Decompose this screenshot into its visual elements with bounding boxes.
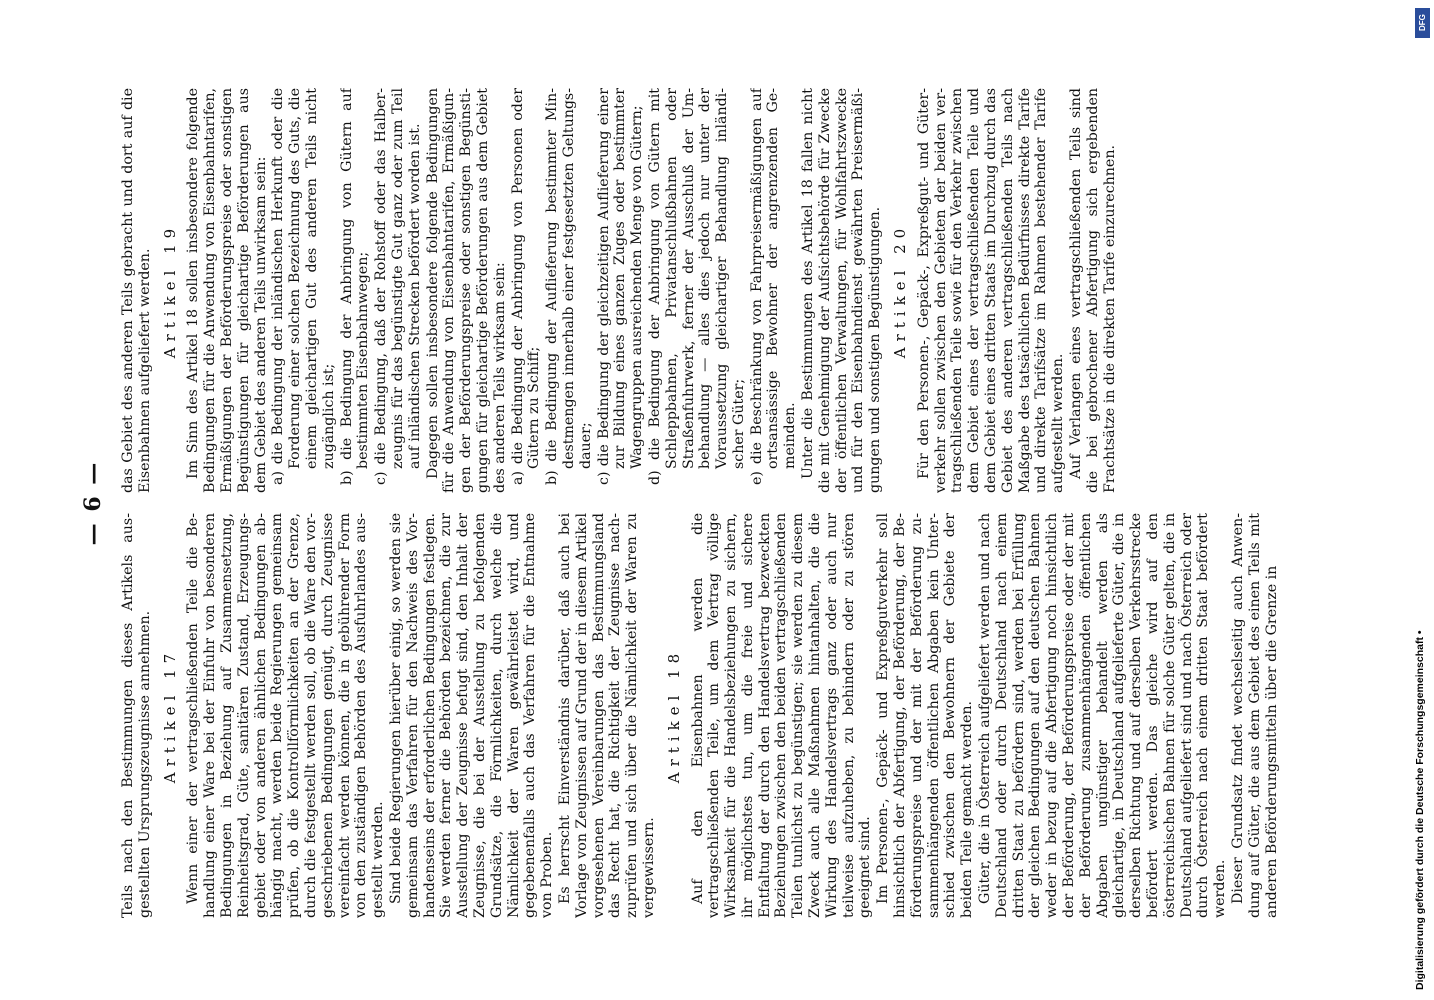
- article-17-heading: Artikel 17: [160, 647, 179, 784]
- page-number: — 6 —: [80, 460, 106, 546]
- paragraph: Teils nach den Bestimmungen dieses Artikels ausgestellten Ursprungszeugnisse annehmen.: [120, 513, 153, 918]
- right-column: [120, 88, 1295, 493]
- article-19-heading: Artikel 19: [160, 222, 179, 359]
- paragraph: Für den Personen-, Gepäck-, Expreßgut- und Güterverkehr sollen zwischen den Gebieten der beiden vertragschließenden Teile sowie für den Verkehr zwischen dem Gebiet eines der vertragschließenden Teile und dem Gebiet eines dritten Staats im Durchzug durch das Gebiet des anderen vertragschließenden Teils nach Maßgabe des tatsächlichen Bedürfnisses direkte Tarife und direkte Tarifsätze im Rahmen bestehender Tarife aufgestellt werden.: [915, 88, 1067, 493]
- digitization-credit-strip: [1412, 0, 1434, 1000]
- item-text: die Bedingung der Anbringung von Gütern auf bestimmten Eisenbahnwegen;: [338, 88, 372, 469]
- item-label: d): [646, 470, 663, 485]
- digitization-credit: Digitalisierung gefördert durch die Deutsche Forschungsgemeinschaft •: [1414, 630, 1426, 990]
- item-text: die Beschränkung von Fahrpreisermäßigungen auf ortsansässige Bewohner der angrenzenden Gemeinden.: [748, 88, 799, 469]
- paragraph: Sind beide Regierungen hierüber einig, so werden sie gemeinsam das Verfahren für den Nachweis des Vorhandenseins der erforderlichen Bedingungen festlegen. Sie werden ferner die Behörden bezeichnen, die zur Ausstellung der Zeugnisse befugt sind, den Inhalt der Zeugnisse, die bei der Ausstellung zu befolgenden Grundsätze, die Förmlichkeiten, durch welche die Nämlichkeit der Waren gewährleistet wird, und gegebenenfalls auch das Verfahren für die Entnahme von Proben.: [387, 513, 556, 918]
- paragraph: Auf den Eisenbahnen werden die vertragschließenden Teile, um dem Vertrag völlige Wirksamkeit für die Handelsbeziehungen zu sichern, ihr möglichstes tun, um die freie und sichere Entfaltung der durch den Handelsvertrag bezweckten Beziehungen zwischen den beiden vertragschließenden Teilen tunlichst zu begünstigen; sie werden zu diesem Zweck auch alle Maßnahmen hintanhalten, die die Wirkung des Handelsvertrags ganz oder auch nur teilweise aufzuheben, zu behindern oder zu stören geeignet sind.: [689, 513, 874, 918]
- article-18-heading: Artikel 18: [664, 647, 683, 784]
- item-label: a): [509, 471, 526, 485]
- item-label: b): [544, 470, 561, 485]
- item-label: c): [595, 471, 612, 485]
- list-item: [339, 88, 373, 493]
- item-label: b): [338, 470, 355, 485]
- item-label: a): [270, 471, 287, 485]
- item-label: e): [748, 471, 765, 485]
- item-text: die Bedingung der inländischen Herkunft oder die Forderung einer solchen Bezeichnung des Guts, die einem gleichartigen Gut des anderen Teils nicht zugänglich ist;: [270, 88, 337, 469]
- paragraph: Wenn einer der vertragschließenden Teile die Behandlung einer Ware bei der Einfuhr von besonderen Bedingungen in Beziehung auf Zusammensetzung, Reinheitsgrad, Güte, sanitären Zustand, Erzeugungsgebiet oder von anderen ähnlichen Bedingungen abhängig macht, werden beide Regierungen gemeinsam prüfen, ob die Kontrollförmlichkeiten an der Grenze, durch die festgestellt werden soll, ob die Ware den vorgeschriebenen Bedingungen genügt, durch Zeugnisse vereinfacht werden können, die in gebührender Form von den zuständigen Behörden des Ausfuhrlandes ausgestellt werden.: [185, 513, 387, 918]
- item-text: die Bedingung der Anbringung von Personen oder Gütern zu Schiff;: [509, 88, 543, 469]
- left-column: [120, 513, 1295, 918]
- paragraph: Unter die Bestimmungen des Artikel 18 fallen nicht die mit Genehmigung der Aufsichtsbehörde für Zwecke der öffentlichen Verwaltungen, für Wohlfahrtszwecke und für den Eisenbahndienst gewährten Preisermäßigungen und sonstigen Begünstigungen.: [800, 88, 884, 493]
- paragraph: das Gebiet des anderen Teils gebracht und dort auf die Eisenbahnen aufgeliefert werden.: [120, 88, 153, 493]
- paragraph: Auf Verlangen eines vertragschließenden Teils sind die bei gebrochener Abfertigung sich ergebenden Frachtsätze in die direkten Tarife einzurechnen.: [1068, 88, 1118, 493]
- paragraph: Dagegen sollen insbesondere folgende Bedingungen für die Anwendung von Eisenbahntarifen, Ermäßigungen der Beförderungspreise oder sonstigen Begünstigungen für gleichartige Beförderungen aus dem Gebiet des anderen Teils wirksam sein:: [424, 88, 508, 493]
- item-label: c): [373, 471, 390, 485]
- list-item: [544, 88, 594, 493]
- paragraph: Im Personen-, Gepäck- und Expreßgutverkehr soll hinsichtlich der Abfertigung, der Beförderung, der Beförderungspreise und der mit der Beförderung zusammenhängenden öffentlichen Abgaben kein Unterschied zwischen den Bewohnern der Gebiete der beiden Teile gemacht werden.: [875, 513, 976, 918]
- list-item: [270, 88, 337, 493]
- paragraph: Im Sinn des Artikel 18 sollen insbesondere folgende Bedingungen für die Anwendung von Eisenbahntarifen, Ermäßigungen der Beförderungspreise oder sonstigen Begünstigungen für gleichartige Beförderungen aus dem Gebiet des anderen Teils unwirksam sein:: [185, 88, 269, 493]
- item-text: die Bedingung der Anbringung von Gütern mit Schleppbahnen, Privatanschlußbahnen oder Straßenfuhrwerk, ferner der Ausschluß der Umbehandlung — alles dies jedoch nur unter der Voraussetzung gleichartiger Behandlung inländischer Güter;: [646, 88, 747, 469]
- item-text: die Bedingung, daß der Rohstoff oder das Halberzeugnis für das begünstigte Gut ganz oder zum Teil auf inländischen Strecken befördert worden ist.: [373, 88, 423, 469]
- list-item: [373, 88, 423, 493]
- list-item: [647, 88, 748, 493]
- paragraph: Güter, die in Österreich aufgeliefert werden und nach Deutschland oder durch Deutschland nach einem dritten Staat zu befördern sind, werden bei Erfüllung der gleichen Bedingungen auf den deutschen Bahnen weder in bezug auf die Abfertigung noch hinsichtlich der Beförderung, der Beförderungspreise oder der mit der Beförderung zusammenhängenden öffentlichen Abgaben ungünstiger behandelt werden als gleichartige, in Deutschland aufgelieferte Güter, die in derselben Richtung und auf derselben Verkehrsstrecke befördert werden. Das gleiche wird auf den österreichischen Bahnen für solche Güter gelten, die in Deutschland aufgeliefert sind und nach Österreich oder durch Österreich nach einem dritten Staat befördert werden.: [977, 513, 1229, 918]
- list-item: [749, 88, 799, 493]
- list-item: [596, 88, 646, 493]
- item-text: die Bedingung der gleichzeitigen Auflieferung einer zur Bildung eines ganzen Zuges oder bestimmter Wagengruppen ausreichenden Menge von Gütern;: [595, 88, 646, 469]
- item-text: die Bedingung der Auflieferung bestimmter Mindestmengen innerhalb einer festgesetzten Geltungsdauer;: [544, 88, 594, 469]
- document-page: [80, 88, 1295, 918]
- paragraph: Es herrscht Einverständnis darüber, daß auch bei Vorlage von Zeugnissen auf Grund der in diesem Artikel vorgesehenen Vereinbarungen das Bestimmungsland das Recht hat, die Richtigkeit der Zeugnisse nachzuprüfen und sich über die Nämlichkeit der Waren zu vergewissern.: [556, 513, 657, 918]
- paragraph: Dieser Grundsatz findet wechselseitig auch Anwendung auf Güter, die aus dem Gebiet des einen Teils mit anderen Beförderungsmitteln über die Grenze in: [1230, 513, 1280, 918]
- list-item: [510, 88, 544, 493]
- dfg-logo: DFG: [1415, 8, 1430, 38]
- article-20-heading: Artikel 20: [891, 222, 910, 359]
